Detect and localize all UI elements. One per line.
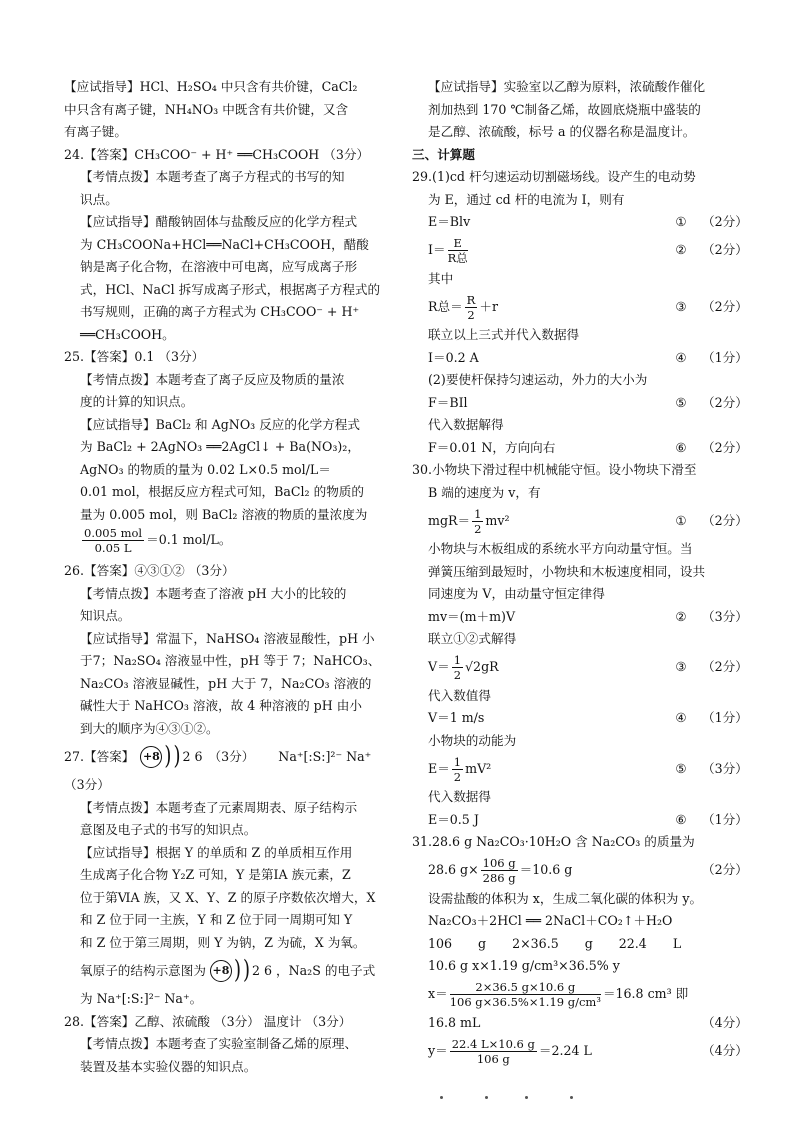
answer-28: 28.【答案】乙醇、浓硫酸 （3分） 温度计 （3分）: [64, 1013, 352, 1029]
text-line: 30.小物块下滑过程中机械能守恒。设小物块下滑至: [412, 462, 697, 477]
eq-number: ④: [675, 710, 687, 725]
lhs: mgR＝: [428, 512, 471, 528]
text-line: 联立以上三式并代入数据得: [428, 327, 580, 342]
text-line: 小物块与木板组成的系统水平方向动量守恒。当: [428, 541, 693, 556]
equation: [412, 752, 748, 786]
numerator: R: [466, 292, 476, 307]
score: （2分）: [702, 512, 748, 528]
eq-number: ④: [675, 349, 687, 365]
label: 27.【答案】: [64, 748, 135, 764]
numerator: 0.005 mol: [84, 526, 143, 540]
tail: ＝2.24 L: [538, 1042, 592, 1058]
denominator: 0.05 L: [94, 541, 132, 555]
denominator: 286 g: [482, 871, 516, 885]
electron-count: 2 6: [182, 748, 203, 764]
text-line: 0.01 mol，根据反应方程式可知，BaCl₂ 的物质的: [80, 484, 364, 499]
text-line: 识点。: [80, 191, 118, 207]
lhs: I＝: [428, 242, 446, 257]
text-line: 【应试指导】醋酸钠固体与盐酸反应的化学方程式: [80, 214, 358, 229]
tail: ＝16.8 cm³ 即: [602, 986, 689, 1001]
score: （1分）: [702, 710, 748, 725]
text-line: 【应试指导】BaCl₂ 和 AgNO₃ 反应的化学方程式: [80, 416, 360, 432]
answer-25: 25.【答案】0.1 （3分）: [64, 349, 205, 364]
text-line: 其中: [428, 270, 454, 286]
scan-specks: [430, 1096, 580, 1106]
text-line: 31.28.6 g Na₂CO₃·10H₂O 含 Na₂CO₃ 的质量为: [412, 834, 695, 849]
answer-24: 24.【答案】CH₃COO⁻ + H⁺ ══CH₃COOH （3分）: [64, 146, 370, 162]
formula: [428, 1037, 702, 1066]
fraction: [465, 293, 478, 322]
formula: V＝1 m/s: [428, 710, 485, 725]
speck: [485, 1096, 488, 1099]
text-line: 设需盐酸的体积为 x，生成二氧化碳的体积为 y。: [428, 890, 703, 906]
text-line: 【考情点拨】本题考查了元素周期表、原子结构示: [80, 799, 358, 815]
eq-number: ⑥: [675, 811, 687, 827]
nucleus-icon: +8: [140, 746, 162, 768]
text-line: 和 Z 位于同一主族，Y 和 Z 位于同一周期可知 Y: [80, 912, 353, 927]
formula: [428, 980, 744, 1009]
speck: [525, 1096, 528, 1099]
section-heading: 三、计算题: [412, 146, 475, 162]
eq-number: ⑤: [675, 394, 687, 410]
speck: [440, 1096, 443, 1099]
formula: mv＝(m＋m)V: [428, 608, 516, 624]
numerator: 1: [453, 653, 462, 667]
fraction: [450, 980, 601, 1009]
formula: I＝0.2 A: [428, 349, 479, 365]
score: （1分）: [702, 811, 748, 827]
text-line: 【应试指导】根据 Y 的单质和 Z 的单质相互作用: [80, 844, 353, 860]
text-line: B 端的速度为 v，有: [428, 484, 541, 500]
numerator: 2×36.5 g×10.6 g: [450, 980, 601, 995]
text-line: 【应试指导】HCl、H₂SO₄ 中只含有共价键，CaCl₂: [64, 79, 358, 94]
text-line: 代入数据得: [428, 789, 491, 804]
text-line: 代入数据解得: [428, 417, 504, 432]
text-line: 有离子键。: [64, 124, 127, 139]
lhs: E＝: [428, 760, 450, 776]
tail: mV²: [465, 760, 492, 776]
equation: [412, 651, 748, 685]
fraction: [452, 755, 463, 784]
numerator: E: [448, 236, 468, 251]
answer-27: [64, 740, 386, 774]
text-line: 【考情点拨】本题考查了离子反应及物质的量浓: [80, 371, 345, 387]
fraction: [452, 653, 463, 682]
equation: [412, 1012, 748, 1035]
text-line: 弹簧压缩到最短时，小物块和木板速度相同，设共: [428, 563, 706, 579]
eq-number: ②: [675, 608, 687, 624]
lhs: R总＝: [428, 298, 463, 314]
denominator: 2: [467, 307, 475, 322]
eq-number: ②: [675, 242, 687, 258]
formula: E＝0.5 J: [428, 811, 479, 827]
text-line: 【应试指导】常温下，NaHSO₄ 溶液显酸性，pH 小: [80, 630, 375, 646]
numerator: 1: [453, 754, 462, 769]
text-line: 碱性大于 NaHCO₃ 溶液，故 4 种溶液的 pH 由小: [80, 698, 362, 713]
score: （2分）: [702, 214, 748, 229]
score: （2分）: [702, 242, 748, 258]
shell-arc-icon: ): [242, 955, 250, 985]
shell-arc-icon: ): [233, 955, 241, 985]
electron-count: 2 6: [252, 962, 273, 978]
denominator: 2: [453, 769, 462, 784]
equation: [412, 504, 748, 538]
text: ＝0.1 mol/L。: [146, 532, 232, 547]
nucleus-icon: +8: [210, 960, 232, 982]
text-line: 【考情点拨】本题考查了溶液 pH 大小的比较的: [80, 585, 347, 601]
score: （3分）: [702, 608, 748, 624]
formula: [428, 856, 702, 885]
text-line: 联立①②式解得: [428, 631, 517, 646]
fraction: [450, 1037, 537, 1066]
score: （2分）: [702, 394, 748, 410]
equation: [412, 234, 748, 268]
lhs: V＝: [428, 659, 450, 674]
fraction: [448, 236, 468, 265]
equation: [412, 347, 748, 370]
eq-number: ⑥: [675, 439, 687, 455]
fraction: [82, 526, 144, 555]
tail: ＝10.6 g: [519, 862, 573, 877]
eq-number: ⑤: [675, 760, 687, 776]
answer-26: 26.【答案】④③①② （3分）: [64, 563, 235, 578]
equation: [412, 809, 748, 832]
right-column: [412, 76, 748, 1068]
text-line: 中只含有离子键，NH₄NO₃ 中既含有共价键，又含: [64, 101, 349, 117]
numerator: 22.4 L×10.6 g: [451, 1036, 535, 1051]
text-line: 度的计算的知识点。: [80, 394, 194, 409]
text-line: 装置及基本实验仪器的知识点。: [80, 1058, 257, 1074]
lhs: y＝: [428, 1042, 448, 1058]
text-line: AgNO₃ 的物质的量为 0.02 L×0.5 mol/L＝: [80, 461, 331, 477]
text-line: 意图及电子式的书写的知识点。: [80, 822, 257, 837]
text-line: 106 g 2×36.5 g 22.4 L: [428, 935, 682, 951]
reaction-equation: Na₂CO₃＋2HCl ══ 2NaCl＋CO₂↑＋H₂O: [428, 913, 673, 928]
text: ，Na₂S 的电子式: [276, 962, 376, 978]
text-line: 小物块的动能为: [428, 732, 517, 748]
denominator: 106 g×36.5%×1.19 g/cm³: [449, 995, 601, 1009]
shell-arc-icon: ): [164, 741, 172, 771]
text: 氧原子的结构示意图为: [80, 962, 206, 978]
speck: [570, 1096, 573, 1099]
text-line: 10.6 g x×1.19 g/cm³×36.5% y: [428, 958, 620, 973]
formula: F＝BIl: [428, 394, 468, 410]
tail: mv²: [485, 512, 510, 528]
score: （3分）: [64, 777, 110, 792]
equation: [412, 290, 748, 324]
equation: [412, 606, 748, 629]
eq-number: ①: [675, 214, 687, 229]
score: （4分）: [702, 1042, 748, 1058]
equation: [412, 1034, 748, 1068]
numerator: 1: [474, 506, 482, 521]
text-line: 【考情点拨】本题考查了离子方程式的书写的知: [80, 169, 345, 184]
text-line: 和 Z 位于第三周期，则 Y 为钠，Z 为硫，X 为氧。: [80, 934, 366, 950]
lhs: 28.6 g×: [428, 862, 479, 877]
text-line: 是乙醇、浓硫酸，标号 a 的仪器名称是温度计。: [428, 124, 696, 139]
score: （4分）: [702, 1014, 748, 1030]
equation: [412, 211, 748, 234]
text-line: Na₂CO₃ 溶液显碱性，pH 大于 7，Na₂CO₃ 溶液的: [80, 675, 372, 691]
tail: ＋r: [479, 298, 498, 314]
fraction: [472, 507, 483, 536]
formula: 16.8 mL: [428, 1014, 481, 1030]
formula: [428, 653, 660, 682]
score: （2分）: [702, 659, 748, 675]
text-line: 钠是离子化合物，在溶液中可电离，应写成离子形: [80, 259, 358, 274]
equation: [412, 978, 744, 1012]
eq-number: ①: [675, 512, 687, 528]
equation: [412, 437, 748, 460]
fraction: [481, 856, 518, 885]
text-line: 量为 0.005 mol，则 BaCl₂ 溶液的物质的量浓度为: [80, 506, 368, 522]
score: （2分）: [702, 439, 748, 455]
text-line: 【考情点拨】本题考查了实验室制备乙烯的原理、: [80, 1036, 358, 1051]
formula: [428, 236, 660, 265]
lhs: x＝: [428, 986, 448, 1001]
score: （3分）: [208, 748, 255, 764]
text-line: (2)要使杆保持匀速运动，外力的大小为: [428, 372, 648, 387]
oxygen-atom-diagram: [210, 955, 273, 985]
score: （3分）: [702, 760, 748, 776]
equation: [412, 707, 748, 730]
equation: [412, 854, 748, 888]
score: （2分）: [702, 298, 748, 314]
text-line: 书写规则，正确的离子方程式为 CH₃COO⁻ + H⁺: [80, 304, 360, 319]
tail: √2gR: [465, 659, 499, 674]
shell-arc-icon: ): [173, 741, 181, 771]
formula: [428, 755, 660, 784]
score: （1分）: [702, 349, 748, 365]
score: （2分）: [702, 862, 748, 878]
text-line: 代入数值得: [428, 687, 491, 703]
formula: E＝Blv: [428, 214, 471, 229]
equation: [412, 392, 748, 415]
fraction-line: [64, 526, 386, 560]
text-line: 为 Na⁺[:S:]²⁻ Na⁺。: [80, 991, 203, 1006]
denominator: 106 g: [476, 1051, 510, 1066]
text-line: 同速度为 V，由动量守恒定律得: [428, 586, 605, 601]
text-line: 剂加热到 170 ℃制备乙烯，故圆底烧瓶中盛装的: [428, 101, 701, 117]
text-line: 于7；Na₂SO₄ 溶液显中性，pH 等于 7；NaHCO₃、: [80, 653, 381, 668]
text-line: 为 CH₃COONa+HCl══NaCl+CH₃COOH，醋酸: [80, 236, 369, 252]
denominator: 2: [453, 668, 462, 682]
formula: [428, 293, 660, 322]
text-line: 【应试指导】实验室以乙醇为原料，浓硫酸作催化: [428, 79, 706, 94]
formula: F＝0.01 N，方向向右: [428, 439, 556, 455]
text-line: 位于第ⅥA 族，又 X、Y、Z 的原子序数依次增大，X: [80, 889, 376, 905]
text-line: [64, 954, 386, 988]
oxygen-atom-diagram: [140, 741, 203, 771]
denominator: 2: [474, 521, 482, 536]
text-line: ══CH₃COOH。: [80, 326, 175, 342]
text-line: 为 BaCl₂ + 2AgNO₃ ══2AgCl↓ + Ba(NO₃)₂，: [80, 439, 360, 454]
numerator: 106 g: [482, 856, 516, 870]
text-line: 为 E，通过 cd 杆的电流为 I，则有: [428, 191, 625, 207]
electron-formula: Na⁺[:S:]²⁻ Na⁺: [278, 748, 372, 764]
eq-number: ③: [675, 298, 687, 314]
denominator: R总: [447, 251, 468, 265]
text-line: 29.(1)cd 杆匀速运动切割磁场线。设产生的电动势: [412, 169, 696, 184]
text-line: 知识点。: [80, 608, 131, 623]
left-column: [64, 76, 386, 1078]
eq-number: ③: [675, 659, 687, 675]
formula: [428, 507, 660, 536]
text-line: 式，HCl、NaCl 拆写成离子形式，根据离子方程式的: [80, 281, 381, 297]
text-line: 生成离子化合物 Y₂Z 可知，Y 是第ⅠA 族元素，Z: [80, 867, 351, 882]
text-line: 到大的顺序为④③①②。: [80, 720, 219, 736]
